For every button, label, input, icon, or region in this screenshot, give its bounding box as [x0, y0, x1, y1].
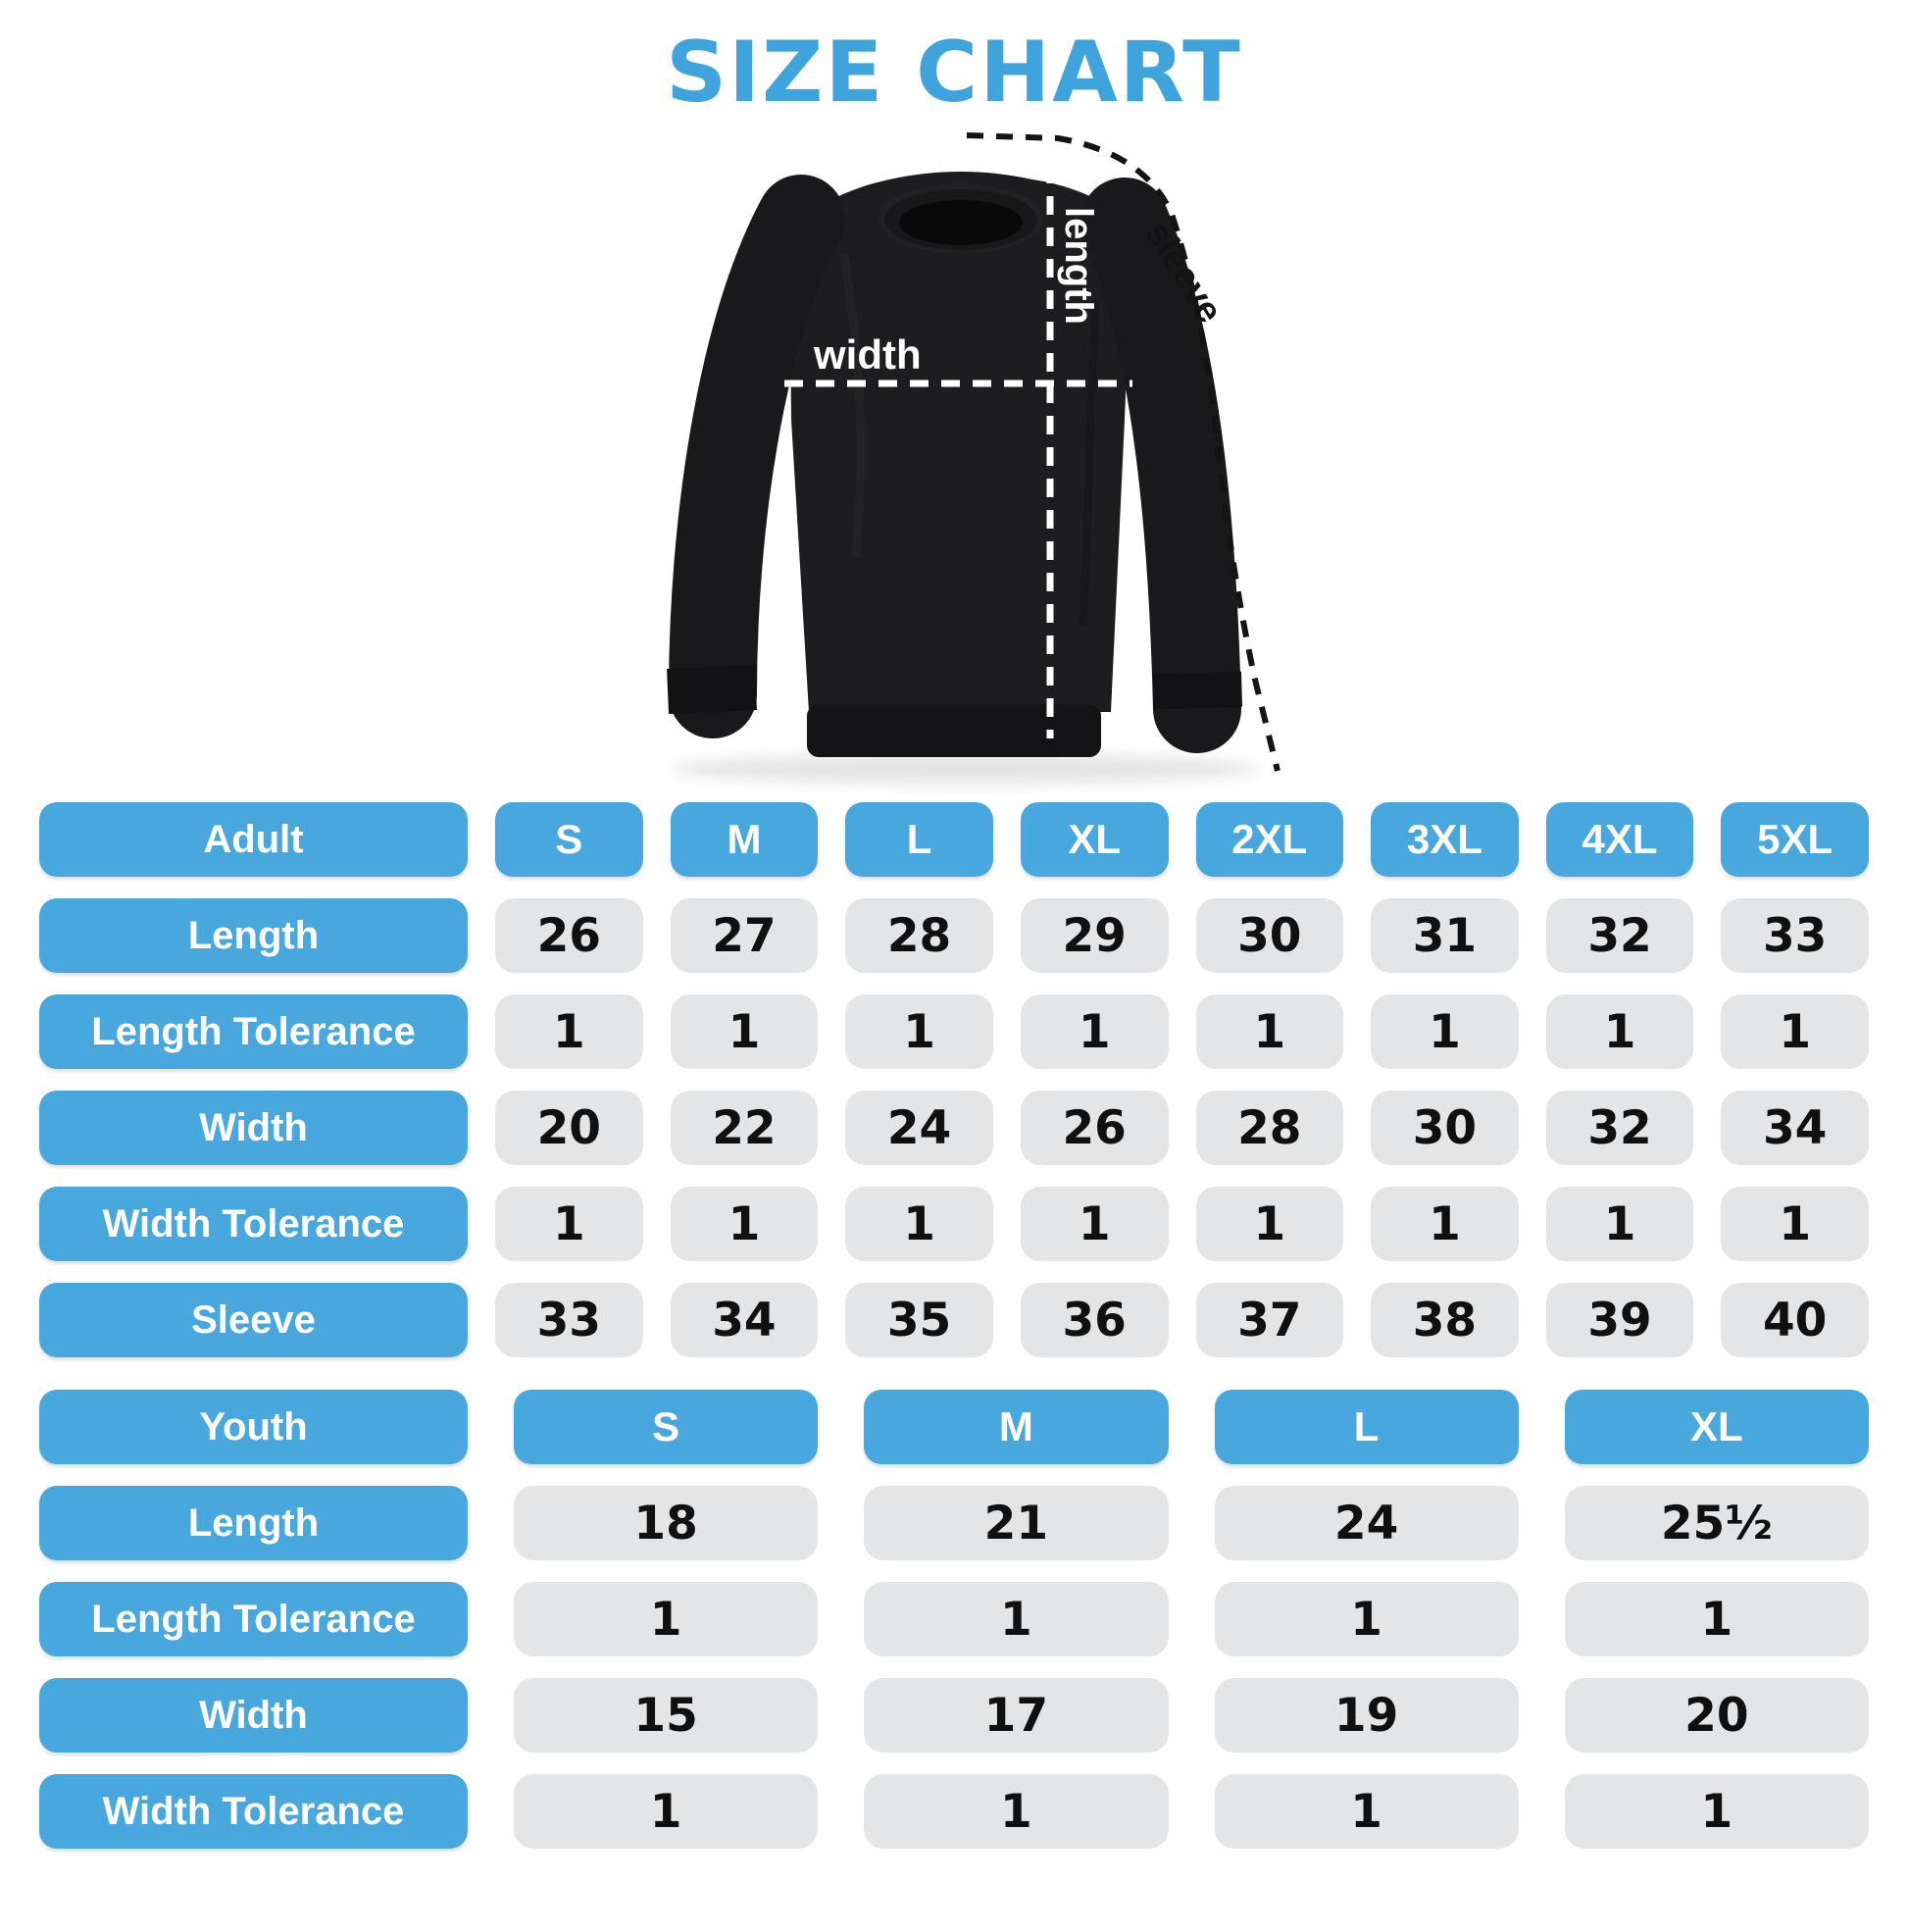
table-cell: 1 — [845, 1187, 993, 1261]
table-cell: 26 — [1021, 1091, 1169, 1165]
table-cell: 36 — [1021, 1283, 1169, 1357]
adult-header-row — [39, 802, 1869, 877]
table-cell: 21 — [864, 1486, 1168, 1560]
youth-size-table — [0, 1390, 1908, 1849]
table-cell: 1 — [1721, 1187, 1869, 1261]
table-cell: 1 — [1021, 1187, 1169, 1261]
table-row-sleeve — [39, 1283, 1869, 1357]
row-label: Length — [39, 898, 468, 973]
table-cell: 18 — [514, 1486, 818, 1560]
table-cell: 1 — [1371, 1187, 1519, 1261]
table-row-width — [39, 1678, 1869, 1753]
table-cell: 1 — [495, 1187, 643, 1261]
right-cuff — [1197, 673, 1198, 708]
sweatshirt-illustration — [642, 106, 1309, 794]
table-cell: 32 — [1546, 898, 1694, 973]
table-cell: 28 — [1196, 1091, 1344, 1165]
table-cell: 30 — [1371, 1091, 1519, 1165]
sweatshirt-diagram — [0, 106, 1908, 783]
table-cell: 1 — [1546, 994, 1694, 1069]
adult-size-table — [0, 802, 1908, 1357]
size-col-header-4xl: 4XL — [1546, 802, 1694, 877]
size-col-header-3xl: 3XL — [1371, 802, 1519, 877]
table-cell: 1 — [514, 1774, 818, 1849]
ground-shadow — [672, 753, 1260, 785]
table-cell: 34 — [671, 1283, 819, 1357]
length-label: length — [1057, 207, 1100, 325]
table-cell: 1 — [495, 994, 643, 1069]
size-col-header-m: M — [864, 1390, 1168, 1464]
table-row-width-tolerance — [39, 1187, 1869, 1261]
table-title-youth: Youth — [39, 1390, 468, 1464]
table-cell: 1 — [1196, 1187, 1344, 1261]
table-cell: 40 — [1721, 1283, 1869, 1357]
size-col-header-xl: XL — [1565, 1390, 1869, 1464]
table-row-width-tolerance — [39, 1774, 1869, 1849]
table-cell: 38 — [1371, 1283, 1519, 1357]
table-row-length — [39, 898, 1869, 973]
sleeve-label: sleeve — [1137, 214, 1230, 330]
table-cell: 1 — [845, 994, 993, 1069]
table-cell: 24 — [845, 1091, 993, 1165]
table-title-adult: Adult — [39, 802, 468, 877]
table-cell: 26 — [495, 898, 643, 973]
table-cell: 1 — [1565, 1774, 1869, 1849]
table-cell: 31 — [1371, 898, 1519, 973]
table-cell: 33 — [495, 1283, 643, 1357]
row-label: Sleeve — [39, 1283, 468, 1357]
table-cell: 1 — [514, 1582, 818, 1656]
table-row-length — [39, 1486, 1869, 1560]
table-cell: 1 — [1565, 1582, 1869, 1656]
table-cell: 24 — [1215, 1486, 1519, 1560]
hem-band — [807, 704, 1101, 757]
row-label: Width — [39, 1091, 468, 1165]
table-cell: 1 — [1215, 1774, 1519, 1849]
table-cell: 20 — [495, 1091, 643, 1165]
size-col-header-m: M — [671, 802, 819, 877]
size-col-header-5xl: 5XL — [1721, 802, 1869, 877]
size-col-header-s: S — [495, 802, 643, 877]
table-cell: 17 — [864, 1678, 1168, 1753]
size-chart-page — [0, 24, 1908, 1849]
table-cell: 22 — [671, 1091, 819, 1165]
table-cell: 37 — [1196, 1283, 1344, 1357]
table-cell: 1 — [1021, 994, 1169, 1069]
row-label: Width Tolerance — [39, 1774, 468, 1849]
size-col-header-l: L — [1215, 1390, 1519, 1464]
table-cell: 1 — [1721, 994, 1869, 1069]
table-cell: 35 — [845, 1283, 993, 1357]
table-cell: 28 — [845, 898, 993, 973]
table-cell: 1 — [1215, 1582, 1519, 1656]
table-cell: 20 — [1565, 1678, 1869, 1753]
table-cell: 30 — [1196, 898, 1344, 973]
row-label: Length Tolerance — [39, 1582, 468, 1656]
table-cell: 34 — [1721, 1091, 1869, 1165]
left-sleeve — [713, 219, 801, 694]
collar-inner — [899, 200, 1023, 245]
left-cuff — [711, 667, 713, 712]
table-cell: 1 — [1546, 1187, 1694, 1261]
width-label: width — [814, 331, 922, 378]
table-cell: 1 — [671, 994, 819, 1069]
table-cell: 1 — [671, 1187, 819, 1261]
table-cell: 15 — [514, 1678, 818, 1753]
size-col-header-xl: XL — [1021, 802, 1169, 877]
row-label: Length Tolerance — [39, 994, 468, 1069]
table-cell: 32 — [1546, 1091, 1694, 1165]
table-row-width — [39, 1091, 1869, 1165]
table-cell: 25½ — [1565, 1486, 1869, 1560]
table-cell: 29 — [1021, 898, 1169, 973]
size-col-header-l: L — [845, 802, 993, 877]
table-cell: 39 — [1546, 1283, 1694, 1357]
table-cell: 1 — [1196, 994, 1344, 1069]
table-cell: 1 — [864, 1774, 1168, 1849]
table-row-length-tolerance — [39, 994, 1869, 1069]
youth-header-row — [39, 1390, 1869, 1464]
size-col-header-2xl: 2XL — [1196, 802, 1344, 877]
table-cell: 1 — [864, 1582, 1168, 1656]
row-label: Width — [39, 1678, 468, 1753]
table-cell: 33 — [1721, 898, 1869, 973]
page-title: SIZE CHART — [666, 24, 1242, 122]
row-label: Width Tolerance — [39, 1187, 468, 1261]
row-label: Length — [39, 1486, 468, 1560]
size-col-header-s: S — [514, 1390, 818, 1464]
table-cell: 19 — [1215, 1678, 1519, 1753]
table-cell: 1 — [1371, 994, 1519, 1069]
table-row-length-tolerance — [39, 1582, 1869, 1656]
table-cell: 27 — [671, 898, 819, 973]
